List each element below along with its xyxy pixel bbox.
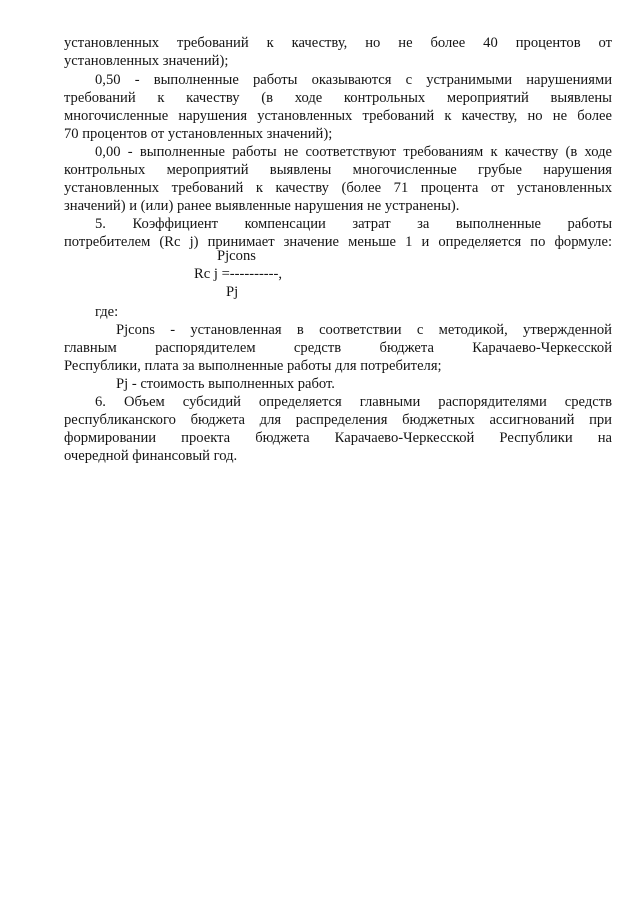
text-line: установленных требований к качеству, но не более 40 процентов от [64, 35, 612, 51]
text-line: формировании проекта бюджета Карачаево-Черкесской Республики на [64, 430, 612, 446]
text-line: 0,50 - выполненные работы оказываются с устранимыми нарушениями [95, 72, 612, 88]
text-line: контрольных мероприятий выявлены многочисленные грубые нарушения [64, 162, 612, 178]
text-line: очередной финансовый год. [64, 448, 238, 464]
text-line: 5. Коэффициент компенсации затрат за выполненные работы [95, 216, 612, 232]
text-line: потребителем (Rc j) принимает значение меньше 1 и определяется по формуле: [64, 234, 612, 250]
text-line: Pj - стоимость выполненных работ. [116, 376, 335, 392]
formula-expression: Rc j =----------, [194, 266, 283, 282]
text-line: установленных требований к качеству (более 71 процента от установленных [64, 180, 612, 196]
text-line: 70 процентов от установленных значений); [64, 126, 333, 142]
text-line: где: [95, 304, 119, 320]
text-line: многочисленные нарушения установленных требований к качеству, но не более [64, 108, 612, 124]
text-line: главным распорядителем средств бюджета Карачаево-Черкесской [64, 340, 612, 356]
text-line: 0,00 - выполненные работы не соответствуют требованиям к качеству (в ходе [95, 144, 612, 160]
text-line: 6. Объем субсидий определяется главными распорядителями средств [95, 394, 612, 410]
formula-numerator: Pjcons [217, 248, 256, 264]
text-line: установленных значений); [64, 53, 229, 69]
text-line: Республики, плата за выполненные работы для потребителя; [64, 358, 442, 374]
text-line: требований к качеству (в ходе контрольных мероприятий выявлены [64, 90, 612, 106]
text-line: значений) и (или) ранее выявленные нарушения не устранены). [64, 198, 460, 214]
text-line: Pjcons - установленная в соответствии с методикой, утвержденной [116, 322, 612, 338]
text-line: республиканского бюджета для распределения бюджетных ассигнований при [64, 412, 612, 428]
formula-denominator: Pj [226, 284, 239, 300]
